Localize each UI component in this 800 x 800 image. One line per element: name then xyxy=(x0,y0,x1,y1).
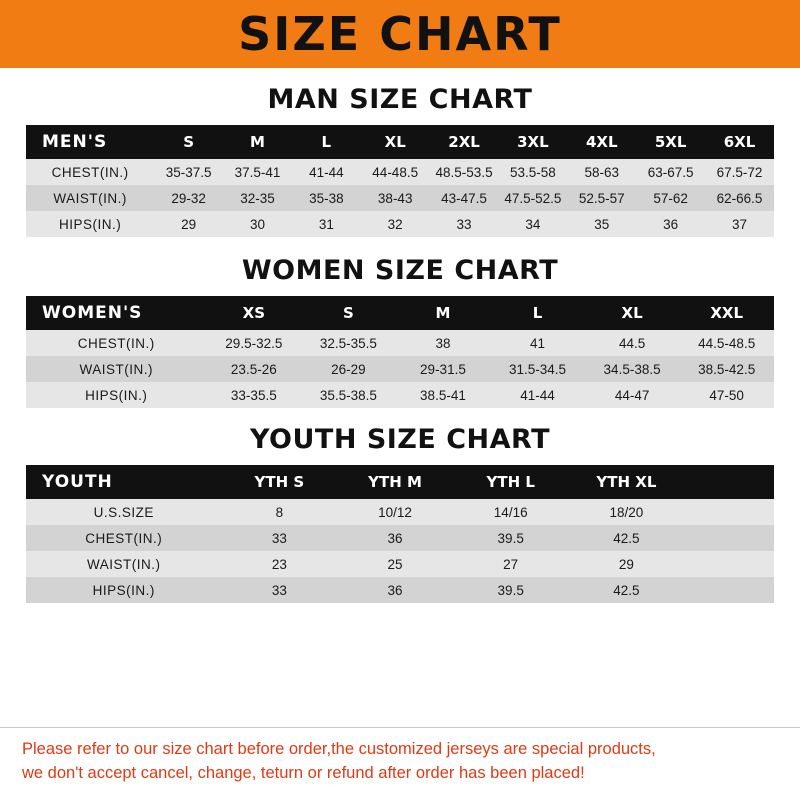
youth-col-header-l: YTH L xyxy=(486,473,535,491)
table-cell: 62-66.5 xyxy=(716,190,763,206)
table-cell: 31 xyxy=(318,216,334,232)
table-row xyxy=(26,159,774,185)
table-cell: 29 xyxy=(181,216,197,232)
table-cell: 57-62 xyxy=(653,190,688,206)
table-cell: 26-29 xyxy=(331,361,366,377)
youth-row-label-hips: HIPS(IN.) xyxy=(92,582,155,598)
table-cell: 29 xyxy=(618,556,634,572)
men-table-head xyxy=(26,125,774,159)
men-row-label-hips: HIPS(IN.) xyxy=(58,216,122,232)
table-row xyxy=(26,577,774,603)
table-cell: 48.5-53.5 xyxy=(435,164,493,180)
table-cell: 10/12 xyxy=(378,504,412,520)
table-cell: 44.5 xyxy=(618,335,646,351)
table-cell: 27 xyxy=(503,556,519,572)
footer-note-line2: we don't accept cancel, change, teturn or refund after order has been placed! xyxy=(22,764,585,783)
page-title: SIZE CHART xyxy=(238,7,562,61)
men-col-header-6xl: 6XL xyxy=(723,133,756,151)
footer-note xyxy=(0,727,800,800)
men-col-header-4xl: 4XL xyxy=(585,133,618,151)
youth-row-label-waist: WAIST(IN.) xyxy=(87,556,161,572)
table-cell: 36 xyxy=(663,216,679,232)
table-cell: 44-47 xyxy=(614,387,650,403)
section-men xyxy=(0,84,800,237)
men-size-table xyxy=(26,125,774,237)
table-cell: 39.5 xyxy=(497,530,524,546)
table-cell: 23 xyxy=(271,556,287,572)
table-cell: 33-35.5 xyxy=(230,387,277,403)
men-col-header-2xl: 2XL xyxy=(448,133,480,151)
women-col-header-s: S xyxy=(342,304,354,322)
table-row xyxy=(26,211,774,237)
youth-col-header-xl: YTH XL xyxy=(596,473,657,491)
table-cell: 38 xyxy=(435,335,451,351)
youth-row-label-chest: CHEST(IN.) xyxy=(85,530,163,546)
table-row xyxy=(26,551,774,577)
table-cell-spacer xyxy=(684,525,774,551)
section-title-youth: YOUTH SIZE CHART xyxy=(249,424,551,455)
women-row-label-header: WOMEN'S xyxy=(42,303,143,323)
table-cell-spacer xyxy=(684,577,774,603)
table-cell: 47.5-52.5 xyxy=(504,190,562,206)
table-cell: 67.5-72 xyxy=(716,164,763,180)
table-header-row xyxy=(26,296,774,330)
table-cell: 34.5-38.5 xyxy=(603,361,661,377)
page-banner xyxy=(0,0,800,68)
table-cell: 25 xyxy=(387,556,403,572)
table-cell: 18/20 xyxy=(609,504,644,520)
women-row-label-hips: HIPS(IN.) xyxy=(85,387,148,403)
table-row xyxy=(26,356,774,382)
table-cell: 41-44 xyxy=(309,164,344,180)
table-cell: 41-44 xyxy=(520,387,555,403)
table-cell: 35 xyxy=(594,216,610,232)
youth-row-label-header: YOUTH xyxy=(42,472,113,492)
table-cell: 58-63 xyxy=(584,164,620,180)
table-cell: 42.5 xyxy=(613,582,640,598)
women-col-header-xxl: XXL xyxy=(710,304,744,322)
table-cell: 36 xyxy=(387,582,403,598)
table-cell: 53.5-58 xyxy=(510,164,556,180)
men-row-label-waist: WAIST(IN.) xyxy=(53,190,127,206)
women-size-table xyxy=(26,296,774,408)
table-cell: 43-47.5 xyxy=(441,190,487,206)
table-cell: 63-67.5 xyxy=(647,164,694,180)
section-women xyxy=(0,255,800,408)
men-row-label-header: MEN'S xyxy=(42,132,108,152)
youth-col-header-s: YTH S xyxy=(254,473,305,491)
table-row xyxy=(26,185,774,211)
table-row xyxy=(26,330,774,356)
table-cell: 29-31.5 xyxy=(420,361,466,377)
table-cell: 36 xyxy=(387,530,403,546)
men-col-header-xl: XL xyxy=(384,133,406,151)
table-cell: 33 xyxy=(271,530,287,546)
men-col-header-3xl: 3XL xyxy=(517,133,549,151)
youth-col-header-m: YTH M xyxy=(368,473,422,491)
youth-size-table xyxy=(26,465,774,603)
men-col-header-l: L xyxy=(321,133,332,151)
youth-table-head xyxy=(26,465,774,499)
table-cell: 34 xyxy=(525,216,541,232)
women-row-label-chest: CHEST(IN.) xyxy=(77,335,155,351)
men-col-header-s: S xyxy=(183,133,195,151)
women-col-header-xl: XL xyxy=(621,304,643,322)
table-row xyxy=(26,499,774,525)
table-cell: 32 xyxy=(387,216,403,232)
table-cell: 32-35 xyxy=(240,190,275,206)
men-col-header-m: M xyxy=(250,133,265,151)
table-cell: 14/16 xyxy=(493,504,528,520)
table-cell: 37 xyxy=(732,216,748,232)
table-cell: 37.5-41 xyxy=(234,164,281,180)
youth-row-label-ussize: U.S.SIZE xyxy=(93,504,154,520)
table-cell: 35.5-38.5 xyxy=(319,387,377,403)
table-cell: 41 xyxy=(530,335,546,351)
table-cell: 35-38 xyxy=(309,190,344,206)
section-title-men: MAN SIZE CHART xyxy=(267,84,533,115)
table-cell: 8 xyxy=(275,504,284,520)
table-cell: 47-50 xyxy=(709,387,744,403)
women-col-header-xs: XS xyxy=(242,304,266,322)
women-col-header-l: L xyxy=(532,304,543,322)
men-row-label-chest: CHEST(IN.) xyxy=(51,164,129,180)
table-cell: 52.5-57 xyxy=(578,190,625,206)
table-cell: 33 xyxy=(456,216,472,232)
table-cell: 32.5-35.5 xyxy=(319,335,377,351)
table-row xyxy=(26,525,774,551)
table-cell: 31.5-34.5 xyxy=(508,361,567,377)
table-cell: 42.5 xyxy=(613,530,640,546)
men-col-header-5xl: 5XL xyxy=(654,133,687,151)
table-row xyxy=(26,382,774,408)
table-cell: 29.5-32.5 xyxy=(225,335,283,351)
youth-table-body xyxy=(26,499,774,603)
table-header-row xyxy=(26,125,774,159)
section-youth xyxy=(0,424,800,603)
table-cell: 44-48.5 xyxy=(372,164,419,180)
table-cell-spacer xyxy=(684,499,774,525)
table-cell: 39.5 xyxy=(497,582,524,598)
table-cell: 33 xyxy=(271,582,287,598)
youth-col-header-spacer xyxy=(684,465,774,499)
table-cell-spacer xyxy=(684,551,774,577)
table-cell: 38.5-42.5 xyxy=(698,361,756,377)
table-header-row xyxy=(26,465,774,499)
table-cell: 38-43 xyxy=(377,190,413,206)
table-cell: 30 xyxy=(249,216,265,232)
table-cell: 23.5-26 xyxy=(230,361,277,377)
women-row-label-waist: WAIST(IN.) xyxy=(79,361,154,377)
table-cell: 29-32 xyxy=(171,190,206,206)
table-cell: 35-37.5 xyxy=(165,164,212,180)
men-table-body xyxy=(26,159,774,237)
section-title-women: WOMEN SIZE CHART xyxy=(241,255,559,286)
women-table-head xyxy=(26,296,774,330)
table-cell: 38.5-41 xyxy=(420,387,466,403)
footer-note-line1: Please refer to our size chart before order,the customized jerseys are special products, xyxy=(22,740,656,759)
women-table-body xyxy=(26,330,774,408)
women-col-header-m: M xyxy=(435,304,451,322)
table-cell: 44.5-48.5 xyxy=(698,335,756,351)
